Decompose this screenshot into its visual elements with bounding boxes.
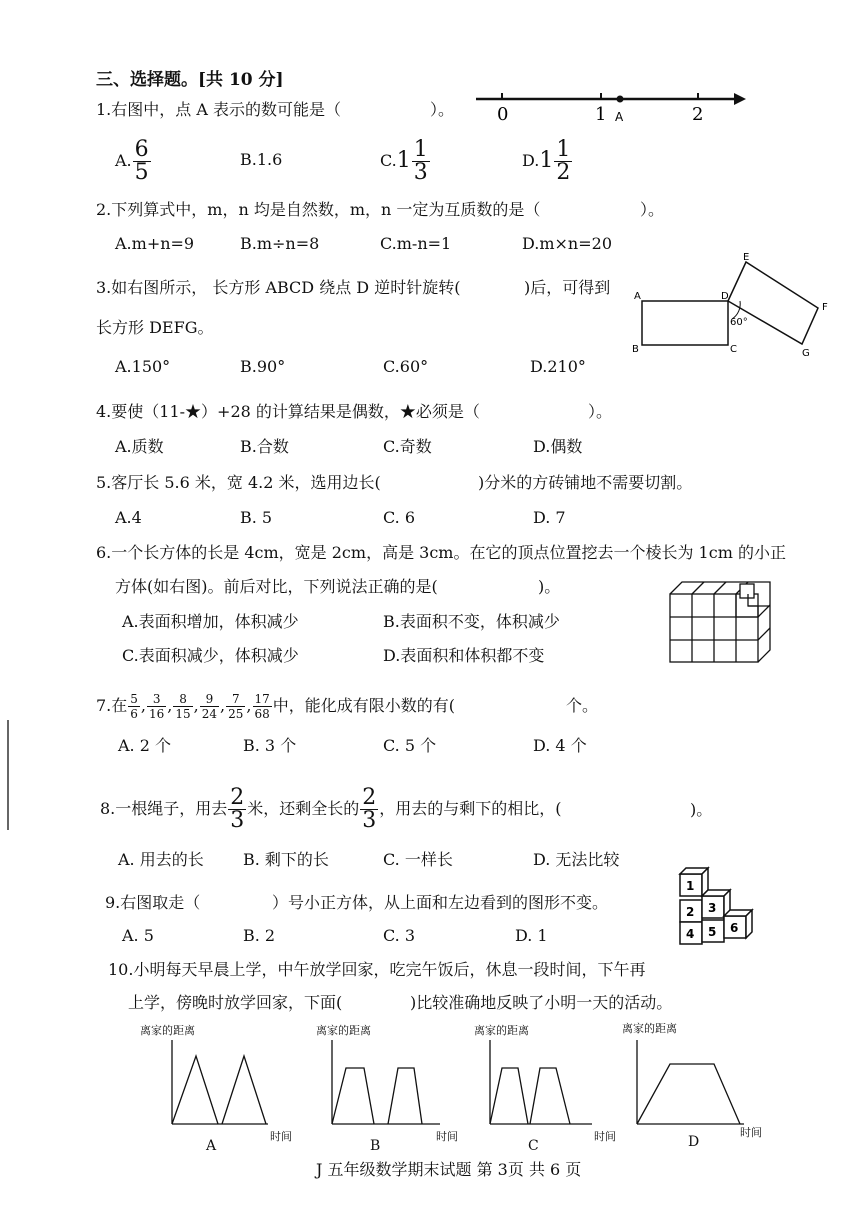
graph-a-ylabel: 离家的距离 [140,1024,195,1037]
q4-stem: 4.要使（11-★）+28 的计算结果是偶数，★必须是（ [96,402,480,421]
graph-d-letter: D [688,1134,700,1150]
nl-label-0: 0 [497,104,509,125]
fig-label-f: F [822,302,828,313]
q8-option-c[interactable]: C. 一样长 [383,850,453,869]
q8-option-a[interactable]: A. 用去的长 [118,850,204,869]
q3-option-a[interactable]: A.150° [115,357,171,376]
graph-a-letter: A [206,1138,217,1154]
fig-label-c: C [730,344,737,355]
point-a-dot [617,96,624,103]
q6-option-a[interactable]: A.表面积增加，体积减少 [122,612,299,631]
q3-stem-2: 长方形 DEFG。 [96,318,214,337]
q3-option-b[interactable]: B.90° [240,357,286,376]
q9-option-a[interactable]: A. 5 [122,926,154,945]
fig-label-d: D [721,291,729,302]
q8-option-b[interactable]: B. 剩下的长 [243,850,329,869]
q7-option-a[interactable]: A. 2 个 [118,736,171,755]
q8-option-d[interactable]: D. 无法比较 [533,850,620,869]
graph-c-letter: C [528,1138,539,1154]
cube-1: 1 [686,879,695,893]
fig-label-e: E [743,252,750,263]
q4-option-a[interactable]: A.质数 [115,437,164,456]
fig-label-g: G [802,348,810,359]
binding-marks [0,690,12,850]
graph-d-xlabel: 时间 [740,1126,762,1139]
q6-cuboid-figure [668,580,778,670]
q3-option-c[interactable]: C.60° [383,357,429,376]
q5-option-d[interactable]: D. 7 [533,508,566,527]
q4-option-d[interactable]: D.偶数 [533,437,583,456]
q7-stem: 7.在 $\frac{5}{6}$ , $\frac{3}{16}$ , $\frac{8}{15}$ , $\frac{9}{24}$ , $\frac{7}{25}$ , $\frac{17}{68}$ 中，能化成有限小数的有( [96,691,456,721]
q6-stem-2: 方体(如右图)。前后对比，下列说法正确的是( [115,577,438,596]
q1-option-b[interactable]: B.1.6 [240,150,283,169]
q5-stem: 5.客厅长 5.6 米，宽 4.2 米，选用边长( [96,473,381,492]
q10-stem-2: 上学，傍晚时放学回家，下面( [128,993,343,1012]
graph-c-xlabel: 时间 [594,1130,616,1143]
q5-option-a[interactable]: A.4 [115,508,142,527]
fig-label-angle: 60° [730,317,748,328]
nl-label-1: 1 [595,104,607,125]
q10-graphs [140,1018,820,1158]
q5-end: )分米的方砖铺地不需要切割。 [478,473,693,492]
q1-stem: 1.右图中，点 A 表示的数可能是（ [96,100,341,119]
cube-3: 3 [708,901,717,915]
q7-option-c[interactable]: C. 5 个 [383,736,437,755]
graph-a-xlabel: 时间 [270,1130,292,1143]
q2-option-b[interactable]: B.m÷n=8 [240,234,320,253]
graph-d-ylabel: 离家的距离 [622,1022,677,1035]
graph-b-xlabel: 时间 [436,1130,458,1143]
q7-end: 个。 [566,696,599,715]
graph-d [637,1040,744,1124]
q8-end: )。 [690,800,713,819]
q3-rotation-figure [630,252,830,362]
q9-option-d[interactable]: D. 1 [515,926,548,945]
q2-option-a[interactable]: A.m+n=9 [115,234,195,253]
page-footer: J 五年级数学期末试题 第 3页 共 6 页 [316,1160,582,1179]
q4-option-c[interactable]: C.奇数 [383,437,432,456]
q2-end: ）。 [640,200,665,219]
q5-option-b[interactable]: B. 5 [240,508,273,527]
q1-option-d[interactable]: D. 1 $\frac{1}{2}$ [522,136,571,185]
nl-label-a: A [615,110,624,124]
nl-label-2: 2 [692,104,704,125]
fig-label-a: A [634,291,641,302]
q6-option-d[interactable]: D.表面积和体积都不变 [383,646,545,665]
q10-end: )比较准确地反映了小明一天的活动。 [410,993,673,1012]
q1-option-a[interactable]: A. $\frac{6}{5}$ [115,136,149,185]
q9-option-b[interactable]: B. 2 [243,926,276,945]
q2-option-d[interactable]: D.m×n=20 [522,234,612,253]
graph-b-letter: B [370,1138,381,1154]
graph-a [172,1040,268,1124]
q4-option-b[interactable]: B.合数 [240,437,289,456]
q1-number-line [476,85,756,125]
q10-stem: 10.小明每天早晨上学，中午放学回家，吃完午饭后，休息一段时间，下午再 [108,960,646,979]
q8-stem: 8.一根绳子，用去 $\frac{2}{3}$ 米，还剩全长的 $\frac{2}{3}$ ，用去的与剩下的相比，( [100,784,562,833]
q6-option-b[interactable]: B.表面积不变，体积减少 [383,612,560,631]
cube-2: 2 [686,905,695,919]
q1-option-c[interactable]: C. 1 $\frac{1}{3}$ [380,136,428,185]
cube-6: 6 [730,921,739,935]
section-title: 三、选择题。[共 10 分] [96,70,284,90]
q6-end: )。 [538,577,561,596]
graph-c [490,1040,592,1124]
graph-c-ylabel: 离家的距离 [474,1024,529,1037]
q3-end: )后，可得到 [524,278,611,297]
q6-option-c[interactable]: C.表面积减少，体积减少 [122,646,299,665]
q9-option-c[interactable]: C. 3 [383,926,416,945]
q4-end: ）。 [588,402,613,421]
q9-stem: 9.右图取走（ [105,893,201,912]
graph-b-ylabel: 离家的距离 [316,1024,371,1037]
q9-end: ）号小正方体，从上面和左边看到的图形不变。 [272,893,609,912]
q9-cubes-figure [674,864,784,954]
fig-label-b: B [632,344,639,355]
cube-4: 4 [686,927,695,941]
q7-option-b[interactable]: B. 3 个 [243,736,297,755]
q1-end: ）。 [430,100,455,119]
q5-option-c[interactable]: C. 6 [383,508,416,527]
q2-option-c[interactable]: C.m-n=1 [380,234,452,253]
q6-stem: 6.一个长方体的长是 4cm，宽是 2cm，高是 3cm。在它的顶点位置挖去一个棱长为 1cm 的小正 [96,543,786,562]
q7-option-d[interactable]: D. 4 个 [533,736,587,755]
q2-stem: 2.下列算式中，m，n 均是自然数，m，n 一定为互质数的是（ [96,200,541,219]
graph-b [332,1040,440,1124]
q3-stem: 3.如右图所示， 长方形 ABCD 绕点 D 逆时针旋转( [96,278,461,297]
q3-option-d[interactable]: D.210° [530,357,586,376]
cube-5: 5 [708,925,717,939]
